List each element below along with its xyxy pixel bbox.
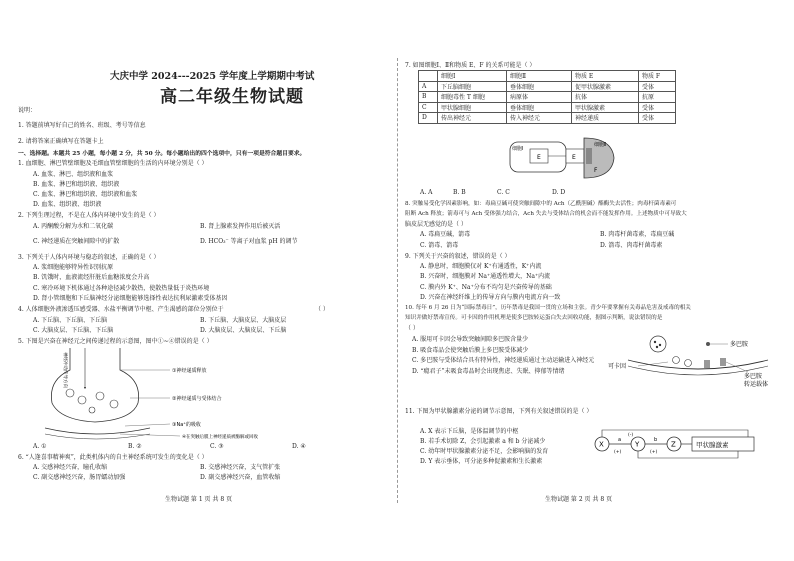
school-line: 大庆中学 2024---2025 学年度上学期期中考试 <box>110 71 315 82</box>
table-cell: 传出神经元 <box>438 113 507 124</box>
substance-f-label: F <box>594 167 598 174</box>
cell-2-label: 细胞Ⅱ <box>594 142 607 148</box>
q6-stem: 6. “人逢喜事精神爽”，此类机体内的自主神经系统可发生的变化是（ ） <box>18 454 208 461</box>
q10-option-d: D. “瘾君子”未吸食毒品时会出现焦虑、失眠、抑郁等情绪 <box>412 368 565 375</box>
q2-option-d: D. HCO₃⁻ 等离子对血浆 pH 的调节 <box>200 238 298 245</box>
q8-option-d: D. 箭毒、肉毒杆菌毒素 <box>600 242 663 249</box>
q11-option-c: C. 幼年时甲状腺激素分泌不足，会影响脑的发育 <box>420 448 549 455</box>
table-cell: 甲状腺激素 <box>572 102 639 113</box>
table-cell: D <box>419 113 438 124</box>
hormone-a-label: a <box>618 437 622 443</box>
q6-option-d: D. 副交感神经兴奋，血管收缩 <box>200 474 281 481</box>
q10-stem-line-1: 10. 每年 6 月 26 日为“国际禁毒日”，历年禁毒是我国一贯的立场和主张。青少年要掌握有关毒品危害及戒毒的相关 <box>405 305 691 311</box>
q5-label-2: ②神经递质与受体结合 <box>172 396 222 402</box>
q5-side-label: 神经冲动传导方向 <box>62 352 67 388</box>
q1-stem: 1. 血细胞、淋巴管壁细胞及毛细血管壁细胞的生活的内环境分别是（ ） <box>18 160 208 167</box>
q7-table <box>418 70 676 124</box>
table-cell: 物质 F <box>639 71 676 82</box>
q9-option-c: C. 膜内外 K⁺、Na⁺分布不均匀是兴奋传导的基础 <box>420 284 552 291</box>
footer-page-2: 生物试题 第 2 页 共 8 页 <box>545 496 613 503</box>
q6-option-b: B. 交感神经兴奋，支气管扩张 <box>200 464 281 471</box>
transporter-label: 多巴胺 <box>744 373 763 380</box>
table-row <box>419 71 676 82</box>
q8-option-a: A. 毒扁豆碱，箭毒 <box>420 231 471 238</box>
transporter-label-2: 转运载体 <box>744 381 769 388</box>
q1-option-a: A. 血浆、淋巴、组织液和血浆 <box>33 171 114 178</box>
q5-label-4: ④在突触后膜上神经递质被酶解或回收 <box>182 435 259 440</box>
q8-option-b: B. 肉毒杆菌毒素，毒扁豆碱 <box>600 231 675 238</box>
q3-option-a: A. 浆细胞能够特异性识别抗原 <box>33 264 114 271</box>
q6-option-a: A. 交感神经兴奋，瞳孔收缩 <box>33 464 108 471</box>
instruction-item: 1. 答题前填写好自己的姓名、班级、考号等信息 <box>18 122 146 129</box>
x-label: X <box>599 440 604 449</box>
table-cell <box>419 71 438 82</box>
q5-stem: 5. 下图是兴奋在神经元之间传递过程的示意图，图中①~④错误的是（ ） <box>18 338 213 345</box>
substance-e-label: E <box>537 154 541 161</box>
table-cell: 细胞毒性 T 细胞 <box>438 92 507 103</box>
q10-option-b: B. 吸食毒品会使突触后膜上多巴胺受体减少 <box>412 347 529 354</box>
table-cell: 物质 E <box>572 71 639 82</box>
table-cell: 垂体细胞 <box>507 102 572 113</box>
q3-option-b: B. 饥饿时，血液流经肝脏后血糖浓度会升高 <box>33 274 150 281</box>
synapse-diagram <box>40 348 280 444</box>
table-cell: B <box>419 92 438 103</box>
table-cell: 病原体 <box>507 92 572 103</box>
q1-option-b: B. 血浆、淋巴和组织液、组织液 <box>33 181 120 188</box>
q7-stem: 7. 如图细胞Ⅰ、Ⅱ和物质 E、F 的关系可能是（ ） <box>405 62 536 69</box>
q11-option-b: B. 若手术切除 Z，会引起激素 a 和 b 分泌减少 <box>420 438 546 445</box>
q8-stem-line-1: 8. 突触易受化学因素影响，如：毒扁豆碱可使突触间隙中的 Ach（乙酰胆碱）酯酶失去活性；肉毒杆菌毒素可 <box>405 201 677 207</box>
q8-stem-line-2: 阻断 Ach 释放；箭毒可与 Ach 受体强力结合，Ach 失去与受体结合的机会而不能发挥作用。上述物质中可导致大 <box>405 211 687 217</box>
q10-stem-line-2: 知识并做好禁毒宣传。可卡因的作用机理是使多巴胺转运蛋白失去回收功能，据图示判断，说法错误的是 <box>405 315 663 321</box>
table-cell: A <box>419 81 438 92</box>
q6-option-c: C. 副交感神经兴奋，肠胃蠕动加强 <box>33 474 126 481</box>
q7-option-b: B. B <box>453 189 466 196</box>
table-cell: 传入神经元 <box>507 113 572 124</box>
q5-option-d: D. ④ <box>292 443 306 450</box>
q3-option-c: C. 寒冷环境下机体通过各种途径减少散热，使散热量低于炎热环境 <box>33 285 210 292</box>
table-row <box>419 81 676 92</box>
q8-stem-line-3: 脑皮层无感觉的是（ ） <box>405 221 467 228</box>
instruction-item: 2. 请将答案正确填写在答题卡上 <box>18 138 104 145</box>
minus-sign: (-) <box>628 433 634 438</box>
q8-option-c: C. 箭毒、箭毒 <box>420 242 459 249</box>
dopamine-label: 多巴胺 <box>730 341 749 348</box>
thyroid-regulation-diagram <box>588 424 768 464</box>
q2-option-c: C. 神经递质在突触间隙中的扩散 <box>33 238 120 245</box>
table-cell: 受体 <box>639 81 676 92</box>
q7-option-a: A. A <box>420 189 433 196</box>
q9-option-d: D. 兴奋在神经纤维上的传导方向与膜内电流方向一致 <box>420 294 561 301</box>
q3-stem: 3. 下列关于人体内环境与稳态的叙述，正确的是（ ） <box>18 254 160 261</box>
q7-option-d: D. D <box>552 189 566 196</box>
q9-stem: 9. 下列关于兴奋的叙述，错误的是（ ） <box>405 253 511 260</box>
table-cell: 抗体 <box>572 92 639 103</box>
q5-option-a: A. ① <box>33 443 47 450</box>
q10-option-c: C. 多巴胺与受体结合具有特异性，神经递质通过主动运输进入神经元 <box>412 357 595 364</box>
q11-option-d: D. Y 表示垂体，可分泌多种促激素和生长激素 <box>420 458 543 465</box>
q5-option-b: B. ② <box>128 443 142 450</box>
table-cell: 垂体细胞 <box>507 81 572 92</box>
y-label: Y <box>635 440 640 449</box>
page-title: 高二年级生物试题 <box>160 87 304 107</box>
plus-sign: (+) <box>650 450 658 455</box>
cocaine-label: 可卡因 <box>608 363 627 370</box>
section-heading: 一、选择题。本题共 25 小题，每小题 2 分，共 50 分。每小题给出的四个选项中，只有一项是符合题目要求。 <box>18 151 306 157</box>
z-label: Z <box>671 440 676 449</box>
q5-label-3: ③Na⁺的吸收 <box>172 422 201 428</box>
q3-option-d: D. 肾小管细胞和下丘脑神经分泌细胞能够选择性表达抗利尿激素受体基因 <box>33 295 228 302</box>
q9-option-a: A. 静息时，细胞膜仅对 K⁺有通透性，K⁺内流 <box>420 263 542 270</box>
q2-option-a: A. 丙酮酸分解为水和二氧化碳 <box>33 223 114 230</box>
q10-stem-line-3: （ ） <box>405 325 419 332</box>
q7-option-c: C. C <box>497 189 510 196</box>
q4-option-a: A. 下丘脑、下丘脑、下丘脑 <box>33 317 108 324</box>
q4-stem-bracket: （ ） <box>315 306 329 313</box>
cell-diagram <box>508 136 618 184</box>
q9-option-b: B. 兴奋时，细胞膜对 Na⁺通透性增大，Na⁺内流 <box>420 273 551 280</box>
table-row <box>419 102 676 113</box>
q5-label-1: ①神经递质释放 <box>172 368 207 374</box>
q4-option-b: B. 下丘脑、大脑皮层、大脑皮层 <box>200 317 287 324</box>
table-cell: 细胞Ⅱ <box>507 71 572 82</box>
table-cell: 甲状腺细胞 <box>438 102 507 113</box>
footer-page-1: 生物试题 第 1 页 共 8 页 <box>165 496 233 503</box>
table-cell: 下丘脑细胞 <box>438 81 507 92</box>
table-row <box>419 92 676 103</box>
cell-1-label: 细胞Ⅰ <box>512 146 524 152</box>
plus-sign: (+) <box>614 450 622 455</box>
instructions-label: 说明： <box>18 107 37 114</box>
q11-stem: 11. 下图为甲状腺激素分泌的调节示意图，下列有关叙述错误的是（ ） <box>405 408 593 415</box>
q1-option-d: D. 血浆、组织液、组织液 <box>33 201 102 208</box>
table-cell: 受体 <box>639 113 676 124</box>
dopamine-diagram <box>608 330 788 392</box>
table-cell: 神经递质 <box>572 113 639 124</box>
table-cell: 促甲状腺激素 <box>572 81 639 92</box>
thyroid-hormone-label: 甲状腺激素 <box>696 441 729 449</box>
q2-stem: 2. 下列生理过程，不是在人体内环境中发生的是（ ） <box>18 212 160 219</box>
q1-option-c: C. 血浆、淋巴和组织液、组织液和血浆 <box>33 191 138 198</box>
q2-option-b: B. 肾上腺素发挥作用后被灭活 <box>200 223 281 230</box>
substance-e-label: E <box>572 154 576 161</box>
q4-stem: 4. 人体细胞外液渗透压感受器、水盐平衡调节中枢、产生渴感的部位分别位于 <box>18 306 224 313</box>
table-cell: 受体 <box>639 102 676 113</box>
table-cell: C <box>419 102 438 113</box>
q11-option-a: A. X 表示下丘脑，是体温调节的中枢 <box>420 428 519 435</box>
table-cell: 抗原 <box>639 92 676 103</box>
q4-option-d: D. 大脑皮层、大脑皮层、下丘脑 <box>200 327 287 334</box>
table-cell: 细胞Ⅰ <box>438 71 507 82</box>
hormone-b-label: b <box>654 437 658 443</box>
table-row <box>419 113 676 124</box>
q10-option-a: A. 服用可卡因会导致突触间隙多巴胺含量少 <box>412 336 529 343</box>
q5-option-c: C. ③ <box>210 443 224 450</box>
q4-option-c: C. 大脑皮层、下丘脑、下丘脑 <box>33 327 114 334</box>
